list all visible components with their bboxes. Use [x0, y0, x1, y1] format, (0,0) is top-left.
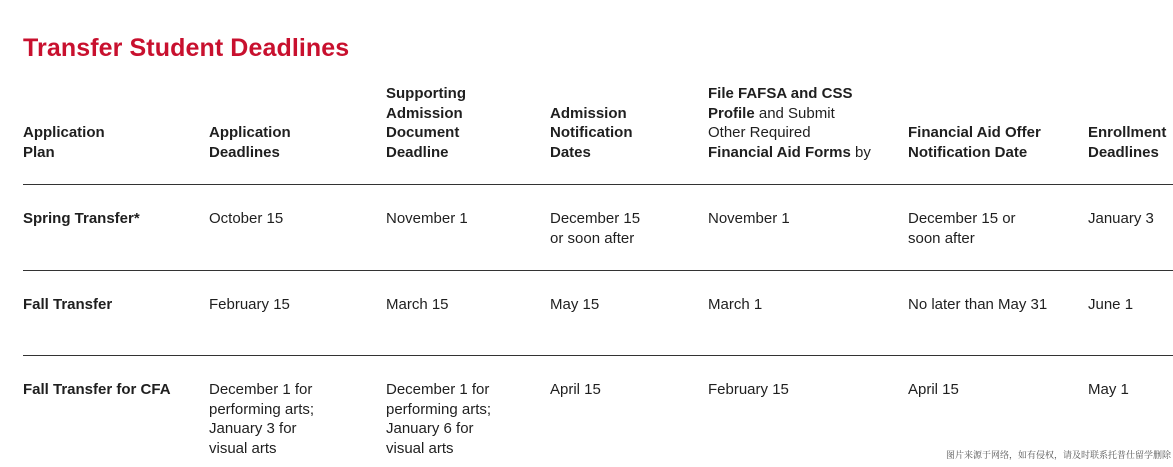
cell-line: December 15 or [908, 210, 1016, 227]
header-file-fafsa-css [708, 84, 871, 162]
header-text-segment: File FAFSA and CSS [708, 85, 853, 102]
header-line: Dates [550, 143, 591, 161]
header-application-deadlines [209, 123, 291, 162]
table-cell [550, 295, 599, 315]
header-supporting-document-deadline [386, 84, 466, 162]
cell-line: December 1 for [209, 381, 313, 398]
header-line: Notification Date [908, 143, 1028, 161]
header-line: Enrollment [1088, 124, 1167, 141]
header-line: Admission [550, 104, 627, 122]
cell-line: February 15 [708, 381, 789, 398]
table-cell [1088, 209, 1154, 229]
cell-line: May 15 [550, 296, 600, 313]
header-line: Deadlines [209, 143, 280, 161]
header-line: Application [209, 124, 291, 141]
page-title: Transfer Student Deadlines [23, 34, 350, 62]
header-application-plan [23, 123, 105, 162]
table-cell [708, 295, 762, 315]
table-cell [550, 209, 640, 248]
cell-line: soon after [908, 229, 975, 247]
header-text-segment: Financial Aid Forms [708, 143, 851, 161]
cell-line: visual arts [386, 439, 454, 457]
header-text-segment: by [850, 143, 871, 161]
row-plan-label [23, 380, 171, 400]
cell-line: October 15 [209, 210, 284, 227]
cell-line: November 1 [708, 210, 790, 227]
cell-line: December 1 for [386, 381, 490, 398]
header-line: Deadline [386, 143, 449, 161]
cell-line: June 1 [1088, 296, 1134, 313]
table-cell [386, 380, 491, 458]
table-cell [209, 209, 283, 229]
cell-line: Spring Transfer* [23, 210, 140, 227]
cell-line: visual arts [209, 439, 277, 457]
cell-line: Fall Transfer for CFA [23, 381, 171, 398]
table-cell [386, 295, 449, 315]
cell-line: May 1 [1088, 381, 1129, 398]
table-cell [908, 209, 1016, 248]
table-cell [908, 295, 1047, 315]
watermark-text: 图片来源于网络，如有侵权，请及时联系托普仕留学删除 [945, 451, 1171, 461]
cell-line: Fall Transfer [23, 296, 113, 313]
row-plan-label [23, 209, 140, 229]
cell-line: April 15 [550, 381, 601, 398]
table-cell [209, 380, 314, 458]
table-cell [550, 380, 601, 400]
header-line: Deadlines [1088, 143, 1159, 161]
table-cell [708, 209, 790, 229]
table-cell [908, 380, 959, 400]
header-enrollment-deadlines [1088, 123, 1166, 162]
cell-line: performing arts; [209, 400, 315, 418]
header-line: Supporting [386, 85, 466, 102]
cell-line: February 15 [209, 296, 290, 313]
header-line: Admission [386, 104, 463, 122]
table-cell [708, 380, 789, 400]
cell-line: or soon after [550, 229, 635, 247]
row-plan-label [23, 295, 112, 315]
row-divider [23, 184, 1173, 185]
cell-line: January 6 for [386, 420, 474, 437]
cell-line: March 15 [386, 296, 449, 313]
header-line [708, 123, 871, 143]
header-line: Plan [23, 143, 55, 161]
cell-line: November 1 [386, 210, 468, 227]
header-text-segment: and Submit [754, 104, 835, 122]
cell-line: March 1 [708, 296, 763, 313]
header-line [708, 104, 871, 124]
cell-line: December 15 [550, 210, 641, 227]
table-cell [209, 295, 290, 315]
header-text-segment: Other Required [708, 124, 811, 141]
table-cell [1088, 295, 1133, 315]
header-line [708, 143, 871, 163]
header-text-segment: Profile [708, 104, 755, 122]
cell-line: January 3 for [209, 420, 297, 437]
table-cell [386, 209, 468, 229]
cell-line: performing arts; [386, 400, 492, 418]
row-divider [23, 355, 1173, 356]
cell-line: No later than May 31 [908, 296, 1048, 313]
table-cell [1088, 380, 1129, 400]
deadlines-table [23, 0, 1173, 467]
header-line: Notification [550, 124, 633, 141]
cell-line: January 3 [1088, 210, 1154, 227]
header-line: Application [23, 124, 105, 141]
header-admission-notification-dates [550, 104, 633, 163]
header-line: Document [386, 124, 460, 141]
row-divider [23, 270, 1173, 271]
cell-line: April 15 [908, 381, 959, 398]
header-line: Financial Aid Offer [908, 124, 1041, 141]
header-line [708, 84, 871, 104]
header-financial-aid-offer-date [908, 123, 1041, 162]
